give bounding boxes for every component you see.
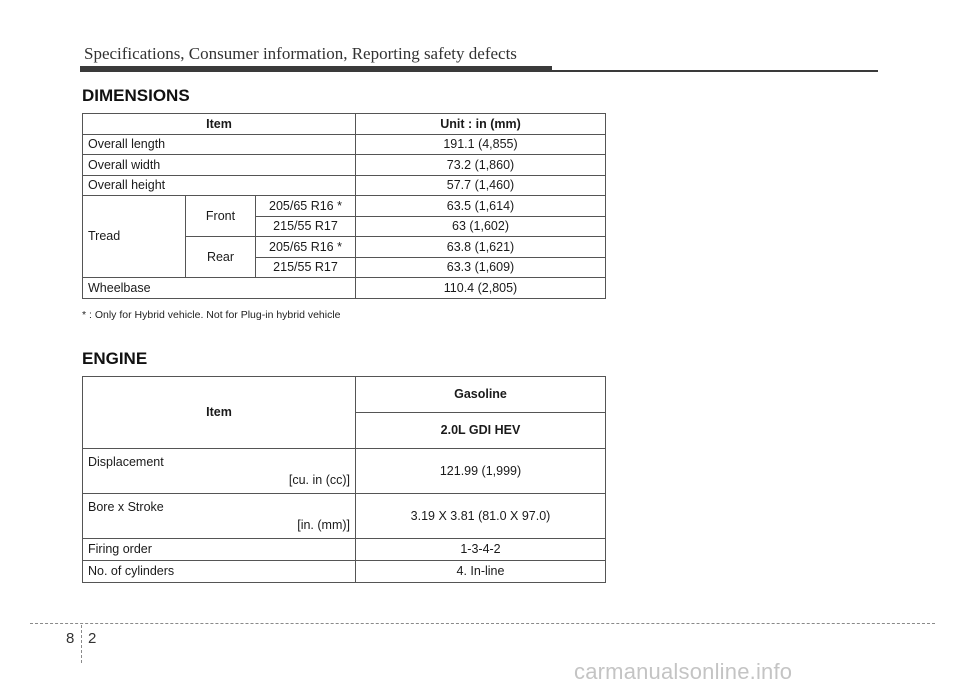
dimensions-table [82,113,606,299]
watermark: carmanualsonline.info [574,659,793,684]
row-unit: [in. (mm)] [297,517,350,532]
row-value: 63.3 (1,609) [356,257,606,278]
fuel-header: Gasoline [356,377,606,413]
row-label: Bore x Stroke [88,500,164,514]
page-header-title: Specifications, Consumer information, Reporting safety defects [84,44,517,63]
row-label-cell [83,494,356,539]
row-value: 3.19 X 3.81 (81.0 X 97.0) [356,494,606,539]
dimensions-title: DIMENSIONS [82,86,190,105]
row-value: 1-3-4-2 [356,539,606,561]
tire-size: 205/65 R16 * [256,237,356,258]
table-row [83,494,606,539]
footer-vertical-divider [81,625,82,663]
row-label: Overall height [83,175,356,196]
table-row [83,278,606,299]
row-value: 63.8 (1,621) [356,237,606,258]
table-row [83,155,606,176]
row-label: Wheelbase [83,278,356,299]
chapter-number: 8 [66,630,75,647]
header-rule-thin [552,70,878,72]
row-value: 4. In-line [356,561,606,583]
table-row [83,539,606,561]
row-label-cell [83,449,356,494]
row-label: Overall length [83,134,356,155]
table-row [83,196,606,217]
row-value: 121.99 (1,999) [356,449,606,494]
footer-divider [30,623,935,624]
tread-label: Tread [83,196,186,278]
tire-size: 215/55 R17 [256,216,356,237]
row-value: 110.4 (2,805) [356,278,606,299]
table-row [83,449,606,494]
row-unit: [cu. in (cc)] [288,472,350,487]
tread-rear-label: Rear [186,237,256,278]
table-row [83,175,606,196]
engine-type-header: 2.0L GDI HEV [356,413,606,449]
row-label: Overall width [83,155,356,176]
header-rule [80,66,552,72]
engine-title: ENGINE [82,349,148,368]
unit-header: Unit : in (mm) [356,114,606,135]
row-value: 63 (1,602) [356,216,606,237]
tire-size: 205/65 R16 * [256,196,356,217]
row-label: No. of cylinders [83,561,356,583]
page-number: 2 [88,630,97,647]
row-label: Displacement [88,455,164,469]
row-value: 73.2 (1,860) [356,155,606,176]
tread-front-label: Front [186,196,256,237]
engine-table [82,376,606,583]
item-header: Item [83,377,356,449]
row-value: 191.1 (4,855) [356,134,606,155]
row-value: 63.5 (1,614) [356,196,606,217]
table-row [83,561,606,583]
table-header-row [83,377,606,413]
dimensions-footnote: * : Only for Hybrid vehicle. Not for Plug-in hybrid vehicle [82,309,341,321]
tire-size: 215/55 R17 [256,257,356,278]
item-header: Item [83,114,356,135]
table-row [83,134,606,155]
table-header-row [83,114,606,135]
row-value: 57.7 (1,460) [356,175,606,196]
row-label: Firing order [83,539,356,561]
